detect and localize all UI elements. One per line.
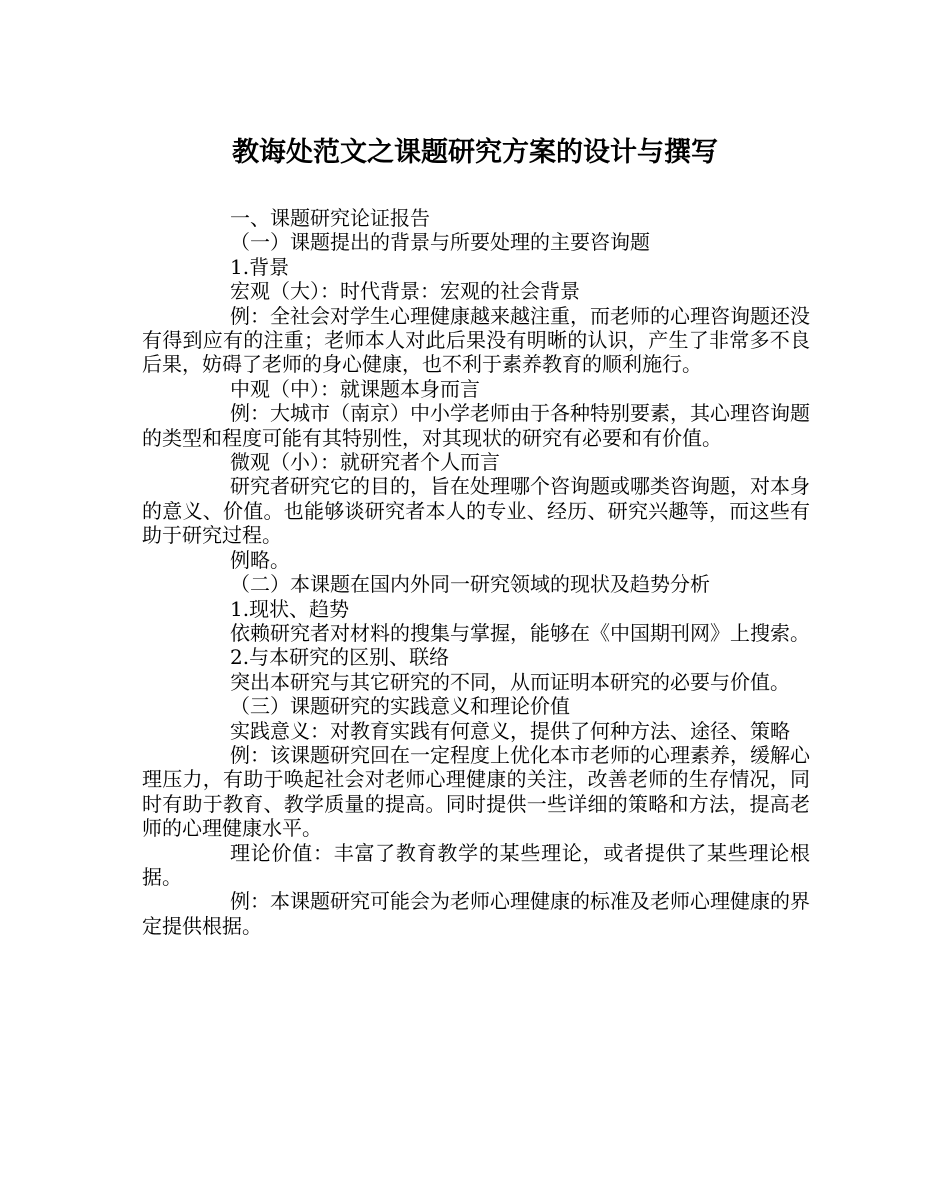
paragraph-practical-example: 例：该课题研究回在一定程度上优化本市老师的心理素养，缓解心理压力，有助于唤起社会对老师心理健康的关注，改善老师的生存情况，同时有助于教育、教学质量的提高。同时提供一些详细的策略和方法，提高老师的心理健康水平。: [142, 742, 810, 841]
paragraph-micro-detail: 研究者研究它的目的，旨在处理哪个咨询题或哪类咨询题，对本身的意义、价值。也能够谈研究者本人的专业、经历、研究兴趣等，而这些有助于研究过程。: [142, 474, 810, 548]
paragraph-example-omitted: 例略。: [230, 547, 290, 572]
subsection-heading-2: （二）本课题在国内外同一研究领域的现状及趋势分析: [230, 572, 710, 597]
paragraph-difference: 突出本研究与其它研究的不同，从而证明本研究的必要与价值。: [230, 669, 790, 694]
item-heading-difference: 2.与本研究的区别、联络: [230, 645, 450, 670]
document-title: 教诲处范文之课题研究方案的设计与撰写: [232, 137, 718, 168]
item-heading-background: 1.背景: [230, 254, 290, 279]
paragraph-practical-significance: 实践意义：对教育实践有何意义，提供了何种方法、途径、策略: [230, 718, 790, 743]
paragraph-micro: 微观（小）：就研究者个人而言: [230, 450, 500, 475]
paragraph-macro-example: 例：全社会对学生心理健康越来越注重，而老师的心理咨询题还没有得到应有的注重；老师本人对此后果没有明晰的认识，产生了非常多不良后果，妨碍了老师的身心健康，也不利于素养教育的顺利施行。: [142, 303, 810, 377]
section-heading-1: 一、课题研究论证报告: [230, 206, 430, 230]
paragraph-meso: 中观（中）：就课题本身而言: [230, 376, 480, 401]
subsection-heading-3: （三）课题研究的实践意义和理论价值: [230, 694, 570, 719]
document-body: [142, 206, 810, 938]
paragraph-macro: 宏观（大）：时代背景：宏观的社会背景: [230, 279, 580, 304]
subsection-heading-1: （一）课题提出的背景与所要处理的主要咨询题: [230, 230, 650, 255]
item-heading-status: 1.现状、趋势: [230, 596, 350, 621]
paragraph-meso-example: 例：大城市（南京）中小学老师由于各种特别要素，其心理咨询题的类型和程度可能有其特别性，对其现状的研究有必要和有价值。: [142, 401, 810, 450]
paragraph-theoretical-value: 理论价值：丰富了教育教学的某些理论，或者提供了某些理论根据。: [142, 840, 810, 889]
paragraph-theoretical-example: 例：本课题研究可能会为老师心理健康的标准及老师心理健康的界定提供根据。: [142, 889, 810, 938]
paragraph-status: 依赖研究者对材料的搜集与掌握，能够在《中国期刊网》上搜索。: [230, 620, 810, 645]
